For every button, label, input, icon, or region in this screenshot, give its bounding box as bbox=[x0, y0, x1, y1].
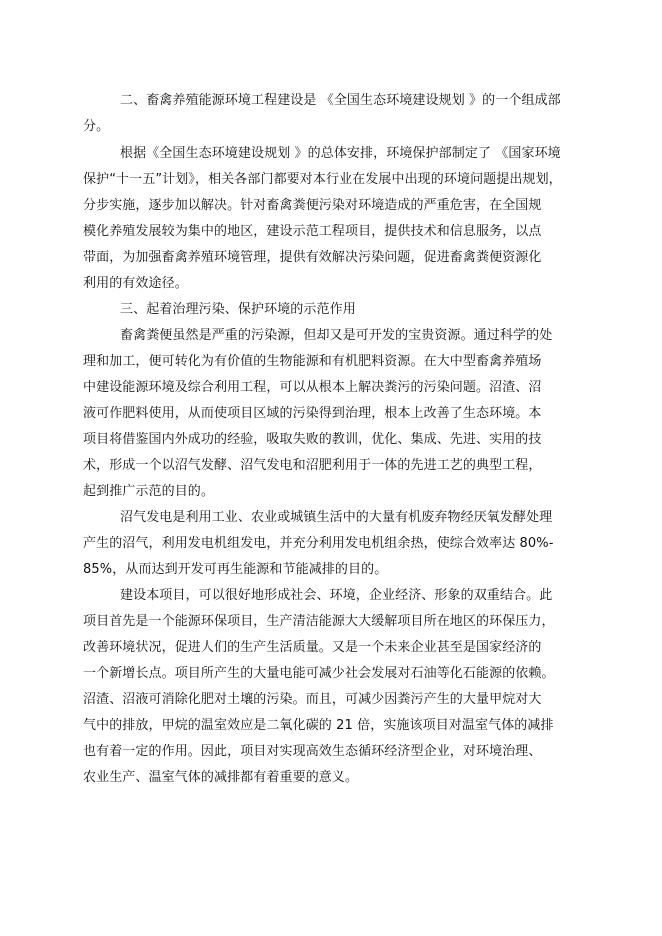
text-line: 沼气发电是利用工业、农业或城镇生活中的大量有机废弃物经厌氧发酵处理 bbox=[120, 510, 553, 525]
text-line: 气中的排放，甲烷的温室效应是二氧化碳的 21 倍，实施该项目对温室气体的减排 bbox=[83, 718, 554, 733]
text-line: 保护“十一五”计划》，相关各部门都要对本行业在发展中出现的环境问题提出规划， bbox=[83, 172, 562, 187]
text-line: 术，形成一个以沼气发酵、沼气发电和沼肥利用于一体的先进工艺的典型工程， bbox=[83, 458, 542, 473]
text-line: 分。 bbox=[83, 119, 110, 134]
text-line: 产生的沼气，利用发电机组发电，并充分利用发电机组余热，使综合效率达 80%- bbox=[83, 536, 554, 551]
text-line: 沼渣、沼液可消除化肥对土壤的污染。而且，可减少因粪污产生的大量甲烷对大 bbox=[83, 692, 542, 707]
text-line: 改善环境状况，促进人们的生产生活质量。又是一个未来企业甚至是国家经济的 bbox=[83, 640, 542, 655]
text-line: 理和加工，便可转化为有价值的生物能源和有机肥料资源。在大中型畜禽养殖场 bbox=[83, 354, 542, 369]
text-line: 85%，从而达到开发可再生能源和节能减排的目的。 bbox=[83, 562, 388, 577]
text-line: 项目将借鉴国内外成功的经验，吸取失败的教训，优化、集成、先进、实用的技 bbox=[83, 432, 542, 447]
text-line: 起到推广示范的目的。 bbox=[83, 484, 215, 499]
text-line: 模化养殖发展较为集中的地区，建设示范工程项目，提供技术和信息服务，以点 bbox=[83, 224, 542, 239]
text-line: 液可作肥料使用，从而使项目区域的污染得到治理，根本上改善了生态环境。本 bbox=[83, 406, 542, 421]
text-line: 利用的有效途径。 bbox=[83, 276, 188, 291]
text-line: 建设本项目，可以很好地形成社会、环境，企业经济、形象的双重结合。此 bbox=[120, 588, 553, 603]
text-line: 分步实施，逐步加以解决。针对畜禽粪便污染对环境造成的严重危害，在全国规 bbox=[83, 198, 542, 213]
text-line: 带面，为加强畜禽养殖环境管理，提供有效解决污染问题，促进畜禽粪便资源化 bbox=[83, 250, 542, 265]
text-line: 根据《全国生态环境建设规划 》的总体安排，环境保护部制定了 《国家环境 bbox=[120, 146, 561, 161]
text-line: 畜禽粪便虽然是严重的污染源，但却又是可开发的宝贵资源。通过科学的处 bbox=[120, 328, 553, 343]
text-line: 二、畜禽养殖能源环境工程建设是 《全国生态环境建设规划 》的一个组成部 bbox=[120, 93, 561, 108]
text-line: 中建设能源环境及综合利用工程，可以从根本上解决粪污的污染问题。沼渣、沼 bbox=[83, 380, 542, 395]
text-line: 一个新增长点。项目所产生的大量电能可减少社会发展对石油等化石能源的依赖。 bbox=[83, 666, 555, 681]
text-line: 项目首先是一个能源环保项目，生产清洁能源大大缓解项目所在地区的环保压力， bbox=[83, 614, 555, 629]
text-line: 也有着一定的作用。因此，项目对实现高效生态循环经济型企业，对环境治理、 bbox=[83, 744, 542, 759]
section-heading: 三、起着治理污染、保护环境的示范作用 bbox=[120, 302, 356, 317]
text-line: 农业生产、温室气体的减排都有着重要的意义。 bbox=[83, 770, 359, 785]
